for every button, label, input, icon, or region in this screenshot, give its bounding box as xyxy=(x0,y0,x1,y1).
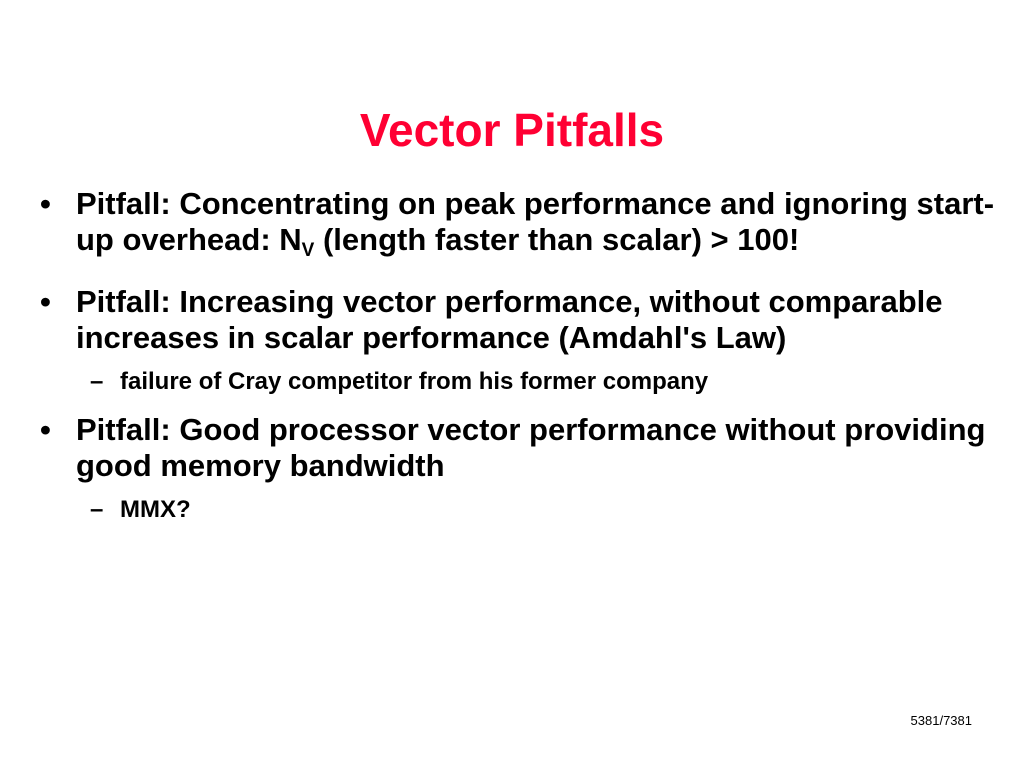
slide-title: Vector Pitfalls xyxy=(359,104,665,156)
bullet-item xyxy=(40,186,1010,269)
sub-bullet-list xyxy=(40,495,1010,525)
bullet-list xyxy=(40,186,1010,540)
bullet-marker: • xyxy=(40,412,51,447)
sub-bullet-text: failure of Cray competitor from his former company xyxy=(120,368,709,395)
bullet-text: Pitfall: Good processor vector performance without providing good memory bandwidth xyxy=(76,412,986,483)
bullet-text: Pitfall: Increasing vector performance, without comparable increases in scalar performance (Amdahl's Law) xyxy=(76,284,943,355)
bullet-marker: • xyxy=(40,186,51,221)
slide-footer: 5381/7381 xyxy=(910,713,972,728)
bullet-item xyxy=(40,284,1010,397)
bullet-text xyxy=(76,186,995,261)
sub-bullet-marker: – xyxy=(90,368,104,395)
subscript-v: V xyxy=(301,240,315,261)
bullet-text-part: Pitfall: Concentrating on peak performance and ignoring start-up overhead: N xyxy=(76,186,995,257)
sub-bullet-item xyxy=(40,495,1010,525)
bullet-item xyxy=(40,412,1010,525)
sub-bullet-text: MMX? xyxy=(120,496,191,523)
sub-bullet-list xyxy=(40,367,1010,397)
sub-bullet-item xyxy=(40,367,1010,397)
bullet-text-part: (length faster than scalar) > 100! xyxy=(314,222,800,257)
sub-bullet-marker: – xyxy=(90,496,104,523)
bullet-marker: • xyxy=(40,284,51,319)
